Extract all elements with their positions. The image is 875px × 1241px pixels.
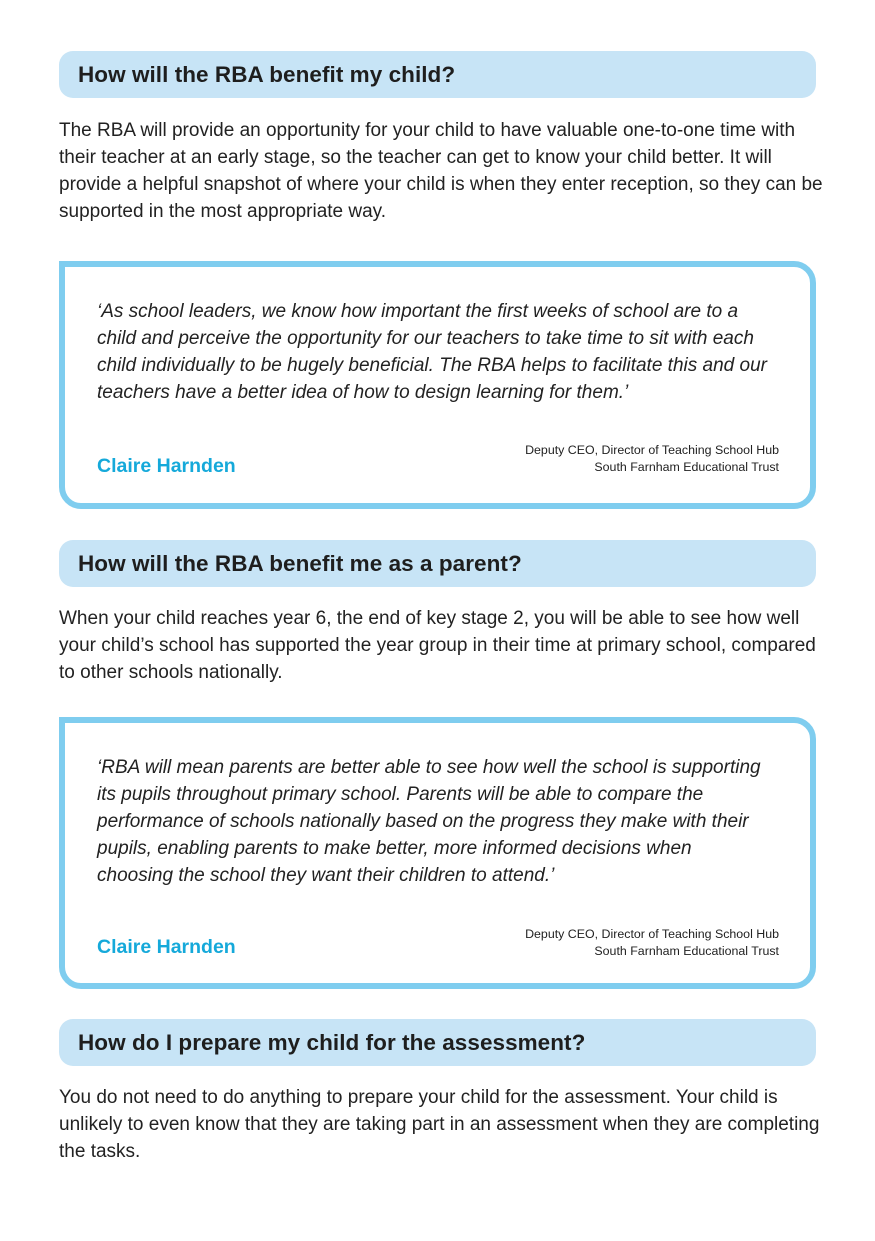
quote-author-title: Deputy CEO, Director of Teaching School Hub xyxy=(525,443,779,457)
section-heading-bar xyxy=(59,1019,816,1066)
section-paragraph: You do not need to do anything to prepare your child for the assessment. Your child is unlikely to even know that they are taking part in an assessment when they are completing the tasks. xyxy=(59,1087,820,1162)
quote-author-name: Claire Harnden xyxy=(97,455,236,477)
section-paragraph: When your child reaches year 6, the end of key stage 2, you will be able to see how well your child’s school has supported the year group in their time at primary school, compared to other schools nationally. xyxy=(59,608,816,683)
section-heading: How will the RBA benefit me as a parent? xyxy=(78,550,522,576)
quote-author-organisation: South Farnham Educational Trust xyxy=(594,460,779,474)
quote-box xyxy=(59,261,816,509)
quote-author-name: Claire Harnden xyxy=(97,936,236,958)
section-paragraph: The RBA will provide an opportunity for your child to have valuable one-to-one time with their teacher at an early stage, so the teacher can get to know your child better. It will provide a helpful snapshot of where your child is when they enter reception, so they can be supported in the most appropriate way. xyxy=(59,120,823,222)
quote-author-organisation: South Farnham Educational Trust xyxy=(594,944,779,958)
quote-text: ‘RBA will mean parents are better able to see how well the school is supporting its pupils throughout primary school. Parents will be able to compare the performance of schools nationally based on the progress they make with their pupils, enabling parents to make better, more informed decisions when choosing the school they want their children to attend.’ xyxy=(97,757,761,886)
section-heading-bar xyxy=(59,51,816,98)
quote-author-role xyxy=(525,442,779,476)
quote-text: ‘As school leaders, we know how important the first weeks of school are to a child and perceive the opportunity for our teachers to take time to sit with each child individually to be hugely beneficial. The RBA helps to facilitate this and our teachers have a better idea of how to design learning for them.’ xyxy=(97,301,767,403)
quote-author-role xyxy=(525,926,779,960)
section-heading: How do I prepare my child for the assessment? xyxy=(78,1029,586,1055)
section-heading-bar xyxy=(59,540,816,587)
quote-author-title: Deputy CEO, Director of Teaching School Hub xyxy=(525,927,779,941)
quote-box xyxy=(59,717,816,989)
section-heading: How will the RBA benefit my child? xyxy=(78,61,456,87)
